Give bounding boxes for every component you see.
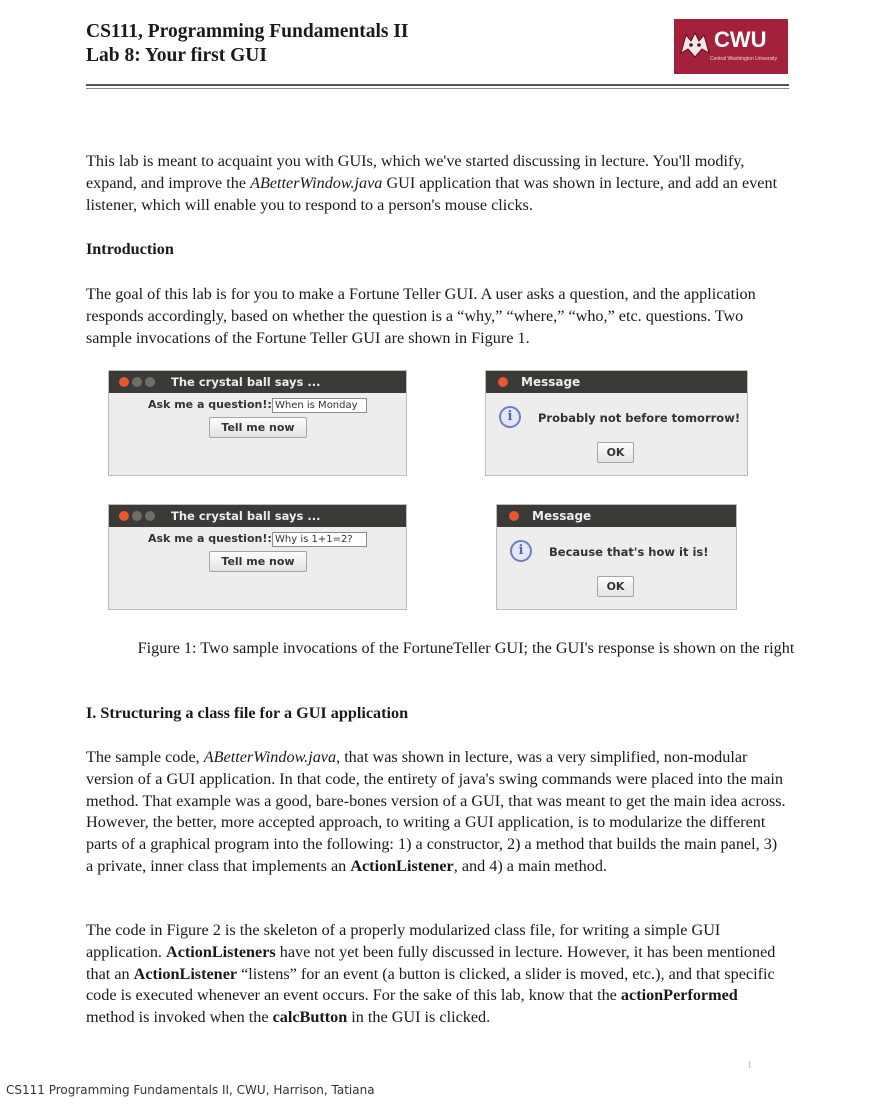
maximize-icon[interactable]: [145, 377, 155, 387]
window-title: The crystal ball says ...: [171, 375, 321, 389]
question-label: Ask me a question!:: [148, 532, 272, 545]
minimize-icon[interactable]: [132, 377, 142, 387]
file-name: ABetterWindow.java: [203, 748, 337, 766]
ok-button[interactable]: OK: [597, 442, 634, 463]
response-text: Probably not before tomorrow!: [538, 411, 741, 425]
logo-subtext: Central Washington University: [710, 56, 778, 62]
question-input[interactable]: When is Monday: [272, 398, 367, 413]
figure-caption: Figure 1: Two sample invocations of the FortuneTeller GUI; the GUI's response is shown on the right: [137, 639, 795, 657]
introduction-paragraph: The goal of this lab is for you to make a Fortune Teller GUI. A user asks a question, and the application responds accordingly, based on whether the question is a “why,” “where,” “who,” etc. questions. Two sample invocations of the Fortune Teller GUI are shown in Figure 1.: [86, 285, 756, 347]
maximize-icon[interactable]: [145, 511, 155, 521]
lab-title: Lab 8: Your first GUI: [86, 45, 267, 66]
close-icon[interactable]: [498, 377, 508, 387]
window-title: The crystal ball says ...: [171, 509, 321, 523]
tell-me-now-button[interactable]: Tell me now: [209, 417, 307, 438]
dialog-titlebar: [486, 371, 747, 393]
page-footer: CS111 Programming Fundamentals II, CWU, Harrison, Tatiana: [6, 1083, 375, 1097]
tell-me-now-button[interactable]: Tell me now: [209, 551, 307, 572]
message-dialog-1: [485, 370, 748, 476]
close-icon[interactable]: [119, 511, 129, 521]
code-term: ActionListeners: [166, 942, 276, 961]
course-title: CS111, Programming Fundamentals II: [86, 21, 409, 42]
response-text: Because that's how it is!: [549, 545, 709, 559]
file-name: ABetterWindow.java: [250, 173, 383, 192]
message-dialog-2: [496, 504, 737, 610]
section-1-paragraph-1: The sample code, ABetterWindow.java, that was shown in lecture, was a very simplified, non-modular version of a GUI application. In that code, the entirety of java's swing commands were placed into the main method. That example was a good, bare-bones version of a GUI, that was meant to get the main idea across. However, the better, more accepted approach, to writing a GUI application, is to modularize the different parts of a graphical program into the following: 1) a constructor, 2) a method that builds the main panel, 3) a private, inner class that implements an ActionListener, and 4) a main method.: [86, 748, 786, 875]
code-term: ActionListener: [133, 964, 238, 983]
dialog-title: Message: [521, 375, 581, 389]
code-term: ActionListener: [350, 856, 454, 875]
wildcat-icon: [678, 27, 712, 61]
minimize-icon[interactable]: [132, 511, 142, 521]
header-rule: [86, 84, 789, 86]
header-rule-thin: [86, 88, 789, 89]
window-titlebar: [109, 371, 406, 393]
code-term: calcButton: [272, 1008, 348, 1027]
info-icon: i: [499, 406, 521, 428]
section-1-heading: I. Structuring a class file for a GUI application: [86, 704, 409, 722]
window-titlebar: [109, 505, 406, 527]
intro-paragraph: This lab is meant to acquaint you with GUIs, which we've started discussing in lecture. You'll modify, expand, and improve the ABetterWindow.java GUI application that was shown in lecture, and add an event listener, which will enable you to respond to a person's mouse clicks.: [86, 152, 778, 214]
cwu-logo: [674, 19, 788, 74]
ok-button[interactable]: OK: [597, 576, 634, 597]
close-icon[interactable]: [509, 511, 519, 521]
logo-text: CWU: [714, 27, 767, 52]
info-icon: i: [510, 540, 532, 562]
page-number: 1: [747, 1060, 752, 1071]
introduction-heading: Introduction: [86, 240, 174, 258]
fortune-window-1: [108, 370, 407, 476]
dialog-title: Message: [532, 509, 592, 523]
question-label: Ask me a question!:: [148, 398, 272, 411]
question-input[interactable]: Why is 1+1=2?: [272, 532, 367, 547]
code-term: actionPerformed: [620, 986, 738, 1005]
header-title-block: [86, 20, 409, 68]
dialog-titlebar: [497, 505, 736, 527]
close-icon[interactable]: [119, 377, 129, 387]
section-1-paragraph-2: The code in Figure 2 is the skeleton of a properly modularized class file, for writing a simple GUI application. ActionListeners have not yet been fully discussed in lecture. However, it has been mentioned that an ActionListener “listens” for an event (a button is clicked, a slider is moved, etc.), and that specific code is executed whenever an event occurs. For the sake of this lab, know that the actionPerformed method is invoked when the calcButton in the GUI is clicked.: [86, 921, 776, 1027]
fortune-window-2: [108, 504, 407, 610]
